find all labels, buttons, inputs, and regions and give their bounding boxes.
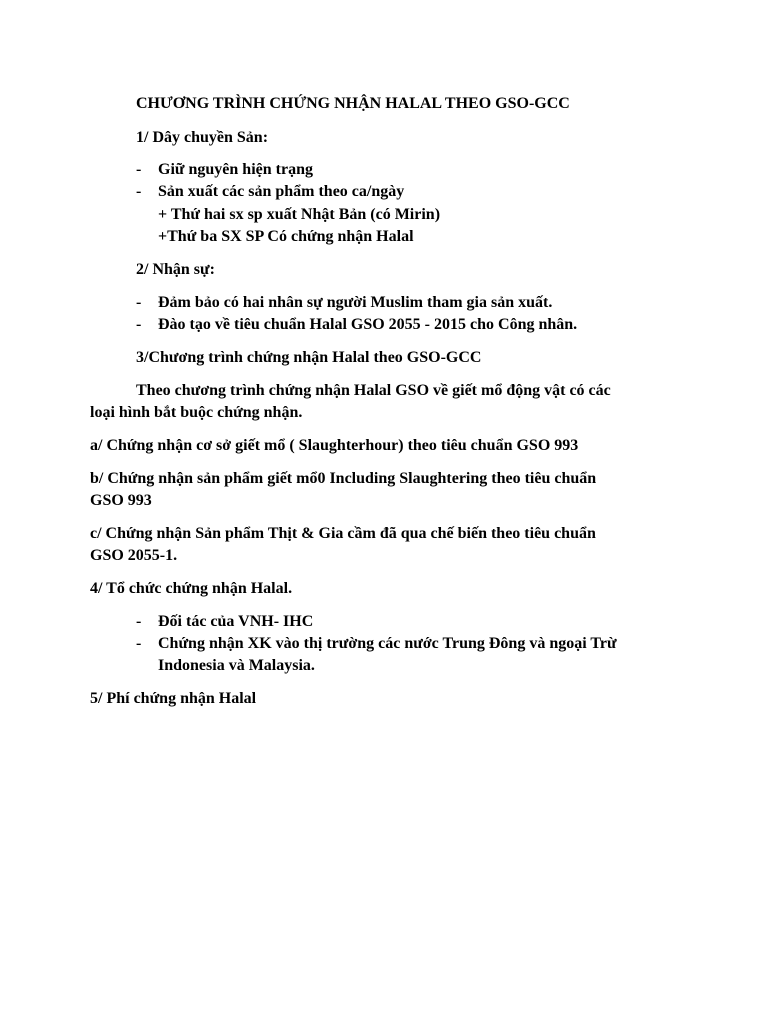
section-4-heading: 4/ Tổ chức chứng nhận Halal.: [90, 580, 293, 597]
section-5-heading: 5/ Phí chứng nhận Halal: [90, 690, 257, 707]
section-2-bullet-1: Đảm bảo có hai nhân sự người Muslim tham gia sản xuất.: [158, 294, 553, 311]
section-2-bullet-2: Đào tạo về tiêu chuẩn Halal GSO 2055 - 2015 cho Công nhân.: [158, 316, 578, 333]
section-3-item-c-line-1: c/ Chứng nhận Sản phẩm Thịt & Gia cầm đã qua chế biến theo tiêu chuẩn: [90, 525, 596, 542]
section-2-heading: 2/ Nhận sự:: [136, 261, 215, 278]
section-4-bullet-2-line-1: Chứng nhận XK vào thị trường các nước Trung Đông và ngoại Trừ: [158, 635, 617, 652]
section-3-item-b-line-1: b/ Chứng nhận sản phẩm giết mổ0 Including Slaughtering theo tiêu chuẩn: [90, 470, 597, 487]
section-4-bullet-1: Đối tác của VNH- IHC: [158, 613, 314, 630]
document-title: CHƯƠNG TRÌNH CHỨNG NHẬN HALAL THEO GSO-GCC: [136, 95, 570, 112]
bullet-dash: -: [136, 183, 142, 200]
section-1-bullet-1: Giữ nguyên hiện trạng: [158, 161, 313, 178]
section-3-item-c-line-2: GSO 2055-1.: [90, 547, 178, 564]
section-3-intro-line-1: Theo chương trình chứng nhận Halal GSO về giết mổ động vật có các: [136, 382, 611, 399]
bullet-dash: -: [136, 635, 142, 652]
bullet-dash: -: [136, 316, 142, 333]
section-4-bullet-2-line-2: Indonesia và Malaysia.: [158, 657, 315, 674]
section-3-heading: 3/Chương trình chứng nhận Halal theo GSO-GCC: [136, 349, 482, 366]
section-1-heading: 1/ Dây chuyền Sản:: [136, 129, 269, 146]
section-3-intro-line-2: loại hình bắt buộc chứng nhận.: [90, 404, 303, 421]
section-3-item-b-line-2: GSO 993: [90, 492, 152, 509]
section-1-bullet-2: Sản xuất các sản phẩm theo ca/ngày: [158, 183, 405, 200]
section-3-item-a: a/ Chứng nhận cơ sở giết mổ ( Slaughterhour) theo tiêu chuẩn GSO 993: [90, 437, 579, 454]
section-1-sub-item-2: +Thứ ba SX SP Có chứng nhận Halal: [158, 228, 414, 245]
section-1-sub-item-1: + Thứ hai sx sp xuất Nhật Bản (có Mirin): [158, 206, 441, 223]
bullet-dash: -: [136, 161, 142, 178]
bullet-dash: -: [136, 613, 142, 630]
bullet-dash: -: [136, 294, 142, 311]
